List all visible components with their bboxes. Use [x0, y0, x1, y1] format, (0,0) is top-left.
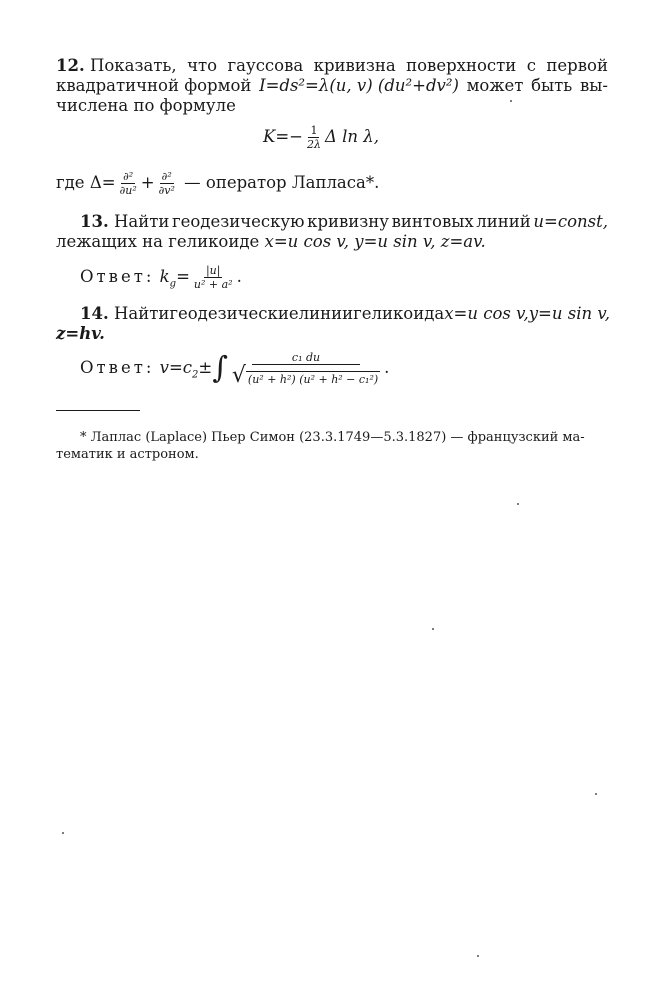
text-fragment: лежащих на геликоиде [56, 232, 260, 251]
equals-sign: = [176, 267, 190, 286]
problem-12-number: 12. [56, 56, 85, 75]
text-fragment: квадратичной формой [56, 76, 252, 95]
fraction-denominator: ∂v² [158, 184, 175, 197]
problem-13-answer [80, 262, 608, 299]
problem-12-line-2 [56, 76, 608, 96]
problem-13-line-1 [80, 212, 608, 232]
word: быть [531, 76, 573, 95]
formula-rhs: Δ ln λ, [324, 127, 379, 146]
word: гауссова [227, 56, 304, 75]
word: геликоида [353, 304, 445, 323]
answer-lhs: v=c [159, 358, 193, 377]
helicoid-formula: x=u cos v, y=u sin v, z=av. [264, 232, 486, 251]
problem-13-number: 13. [80, 212, 109, 231]
formula-fragment: u=const, [533, 212, 608, 231]
integral-sign: ∫ [212, 350, 228, 386]
curvature-display-formula [263, 122, 463, 152]
problem-14-line-2: z=hv. [56, 324, 105, 343]
footnote-rule [56, 410, 140, 411]
answer-lhs: k [159, 267, 170, 286]
word: вы- [579, 76, 608, 95]
problem-12-line-4 [56, 168, 608, 198]
problem-13-line-2 [56, 232, 608, 252]
word: поверхности [406, 56, 517, 75]
footnote-line-2: тематик и астроном. [56, 447, 199, 462]
fraction-denominator: u² + a² [193, 278, 233, 291]
fraction-numerator: 1 [310, 124, 318, 137]
fraction-numerator: ∂² [161, 170, 172, 183]
partial-v-fraction [157, 170, 177, 197]
word: с [526, 56, 536, 75]
answer-fraction [230, 351, 382, 387]
word: кривизну [307, 212, 389, 231]
word: винтовых [391, 212, 474, 231]
problem-14-answer [80, 350, 608, 393]
formula-fragment: y=u sin v, [528, 304, 610, 323]
plus-minus-sign: ± [198, 358, 213, 377]
first-quadratic-form-formula: I=ds²=λ(u, v) (du²+dv²) [259, 76, 459, 95]
problem-12-line-3: числена по формуле [56, 96, 236, 115]
problem-12-line-1 [56, 56, 608, 76]
text-fragment: — оператор Лапласа [184, 173, 366, 192]
scan-speck [595, 793, 597, 795]
fraction-numerator: c₁ du [252, 351, 360, 365]
period: . [236, 267, 242, 286]
answer-label: Ответ: [80, 358, 155, 377]
partial-u-fraction [118, 170, 139, 197]
problem-14-line-1 [80, 304, 608, 324]
formula-fraction [305, 124, 323, 151]
scan-speck [517, 503, 519, 505]
word: первой [546, 56, 608, 75]
word: может [466, 76, 524, 95]
scan-speck [62, 832, 64, 834]
answer-fraction [192, 264, 235, 291]
scan-speck [477, 955, 479, 957]
word: что [187, 56, 218, 75]
word: линии [298, 304, 354, 323]
problem-14-number: 14. [80, 304, 109, 323]
answer-label: Ответ: [80, 267, 155, 286]
period: . [384, 358, 390, 377]
scan-speck [510, 100, 512, 102]
word: Найти [113, 304, 170, 323]
text-fragment: где Δ= [56, 173, 116, 192]
radical-sign: √ [231, 362, 246, 388]
fraction-denominator: ∂u² [119, 184, 137, 197]
formula-fragment: x=u cos v, [444, 304, 529, 323]
scan-speck [432, 628, 434, 630]
fraction-numerator: |u| [205, 264, 221, 277]
fraction-numerator: ∂² [123, 170, 134, 183]
fraction-denominator: 2λ [306, 138, 321, 151]
footnote-line-1: * Лаплас (Laplace) Пьер Симон (23.3.1749—5.3.1827) — французский ма- [80, 430, 585, 445]
formula-lhs: K=− [263, 127, 303, 146]
sqrt-expression [230, 362, 382, 388]
word: Показать, [89, 56, 177, 75]
answer-subscript: g [169, 278, 177, 290]
plus-sign: + [140, 173, 155, 192]
radicand: (u² + h²) (u² + h² − c₁²) [247, 372, 379, 386]
word: геодезические [169, 304, 299, 323]
footnote-mark: *. [365, 173, 380, 192]
word: кривизна [313, 56, 396, 75]
answer-subscript: 2 [192, 369, 199, 381]
word: геодезическую [171, 212, 305, 231]
word: Найти [113, 212, 170, 231]
word: линий [476, 212, 531, 231]
